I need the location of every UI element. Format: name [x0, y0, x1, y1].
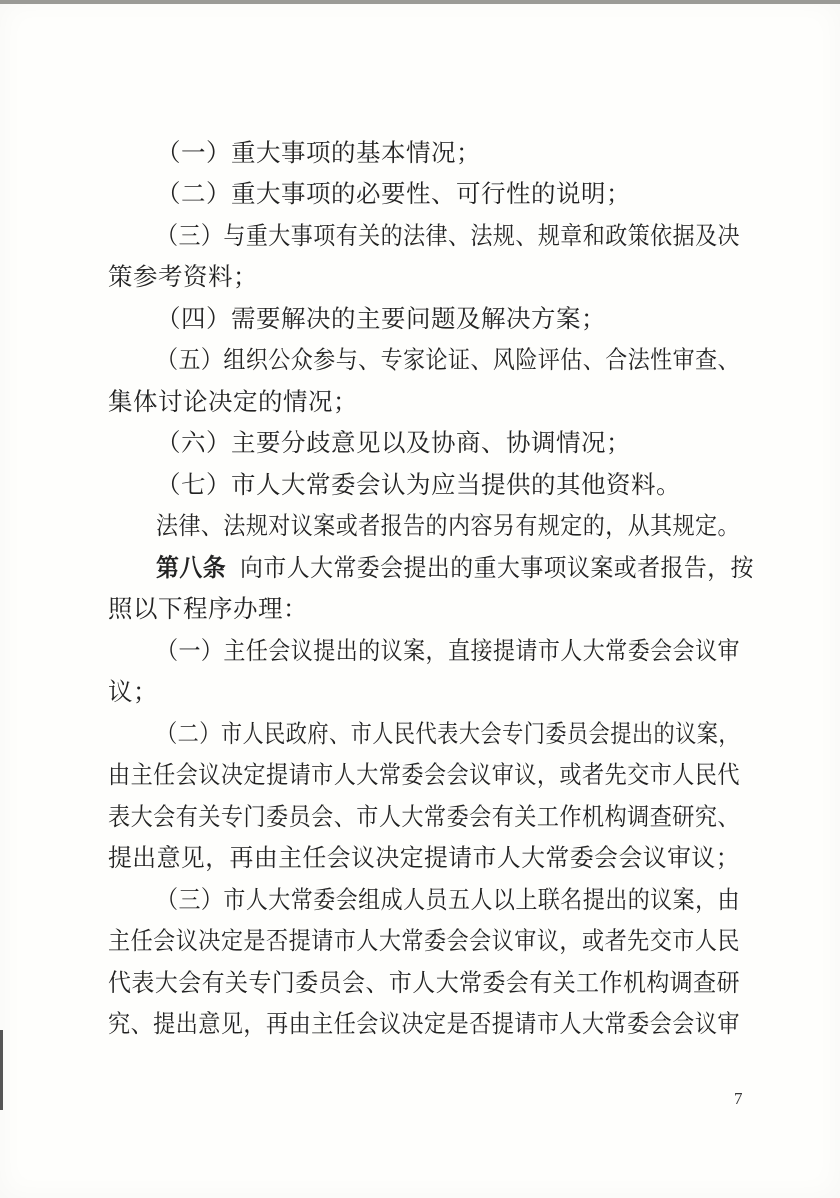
text-line: （六）主要分歧意见以及协商、协调情况；: [156, 428, 631, 457]
text-line: （四）需要解决的主要问题及解决方案；: [156, 304, 606, 333]
text-line: 策参考资料；: [108, 262, 258, 291]
text-line: 由主任会议决定提请市人大常委会会议审议，或者先交市人民代: [108, 760, 740, 789]
text-line: 法律、法规对议案或者报告的内容另有规定的，从其规定。: [156, 511, 740, 540]
scan-binding-mark: [0, 1030, 3, 1110]
text-line: （五）组织公众参与、专家论证、风险评估、合法性审查、: [156, 345, 740, 374]
text-line: （一）重大事项的基本情况；: [156, 138, 481, 167]
text-line: （一）主任会议提出的议案，直接提请市人大常委会会议审: [156, 636, 740, 665]
text-line: （三）与重大事项有关的法律、法规、规章和政策依据及决: [156, 221, 740, 250]
article-label: 第八条: [156, 553, 227, 582]
text-line: （二）市人民政府、市人民代表大会专门委员会提出的议案，: [156, 719, 740, 748]
text-line: 表大会有关专门委员会、市人大常委会有关工作机构调查研究、: [108, 802, 740, 831]
text-line: 代表大会有关专门委员会、市人大常委会有关工作机构调查研: [108, 968, 740, 997]
text-line: 主任会议决定是否提请市人大常委会会议审议，或者先交市人民: [108, 926, 740, 955]
text-line: 提出意见，再由主任会议决定提请市人大常委会会议审议；: [108, 843, 740, 872]
article-heading-line: 第八条 向市人大常委会提出的重大事项议案或者报告，按: [0, 550, 840, 586]
text-line: 议；: [108, 677, 158, 706]
text-line: 集体讨论决定的情况；: [108, 387, 358, 416]
text-line: （二）重大事项的必要性、可行性的说明；: [156, 179, 631, 208]
text-line: （七）市人大常委会认为应当提供的其他资料。: [156, 470, 681, 499]
text-line: （三）市人大常委会组成人员五人以上联名提出的议案，由: [156, 885, 740, 914]
text-line: 究、提出意见，再由主任会议决定是否提请市人大常委会会议审: [108, 1009, 740, 1038]
page-number: 7: [734, 1089, 743, 1108]
scan-top-edge: [0, 0, 840, 4]
text-line: 照以下程序办理：: [108, 594, 308, 623]
